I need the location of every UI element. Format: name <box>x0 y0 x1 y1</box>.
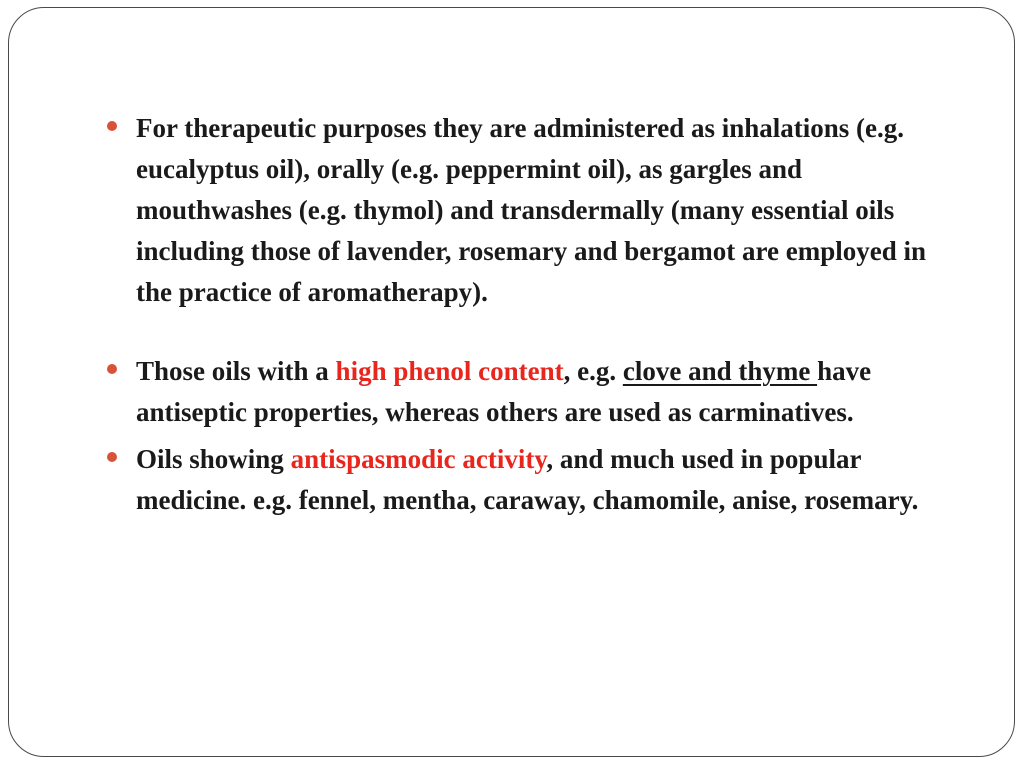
bullet-1-text: For therapeutic purposes they are administered as inhalations (e.g. eucalyptus oil), orally (e.g. peppermint oil), as gargles and mouthwashes (e.g. thymol) and transdermally (many essential oils including those of lavender, rosemary and bergamot are employed in the practice of aromatherapy). <box>136 113 927 307</box>
highlight-antispasmodic-activity: antispasmodic activity <box>290 444 547 474</box>
bullet-3-text-start: Oils showing <box>136 444 291 474</box>
bullet-antispasmodic <box>105 439 935 521</box>
bullet-3-text-end: , and much used in popular medicine. e.g. fennel, mentha, caraway, chamomile, anise, rosemary. <box>136 444 919 515</box>
slide-frame <box>8 7 1015 757</box>
bullet-2-text-start: Those oils with a <box>136 356 336 386</box>
underlined-clove-and-thyme: clove and thyme <box>622 356 818 386</box>
bullet-phenol-content <box>105 351 935 433</box>
slide-content <box>105 108 935 521</box>
highlight-high-phenol-content: high phenol content <box>335 356 564 386</box>
bullet-2-text-mid: , e.g. <box>563 356 623 386</box>
bullet-therapeutic-purposes <box>105 108 935 313</box>
bullet-2-text-end: have antiseptic properties, whereas others are used as carminatives. <box>136 356 872 427</box>
